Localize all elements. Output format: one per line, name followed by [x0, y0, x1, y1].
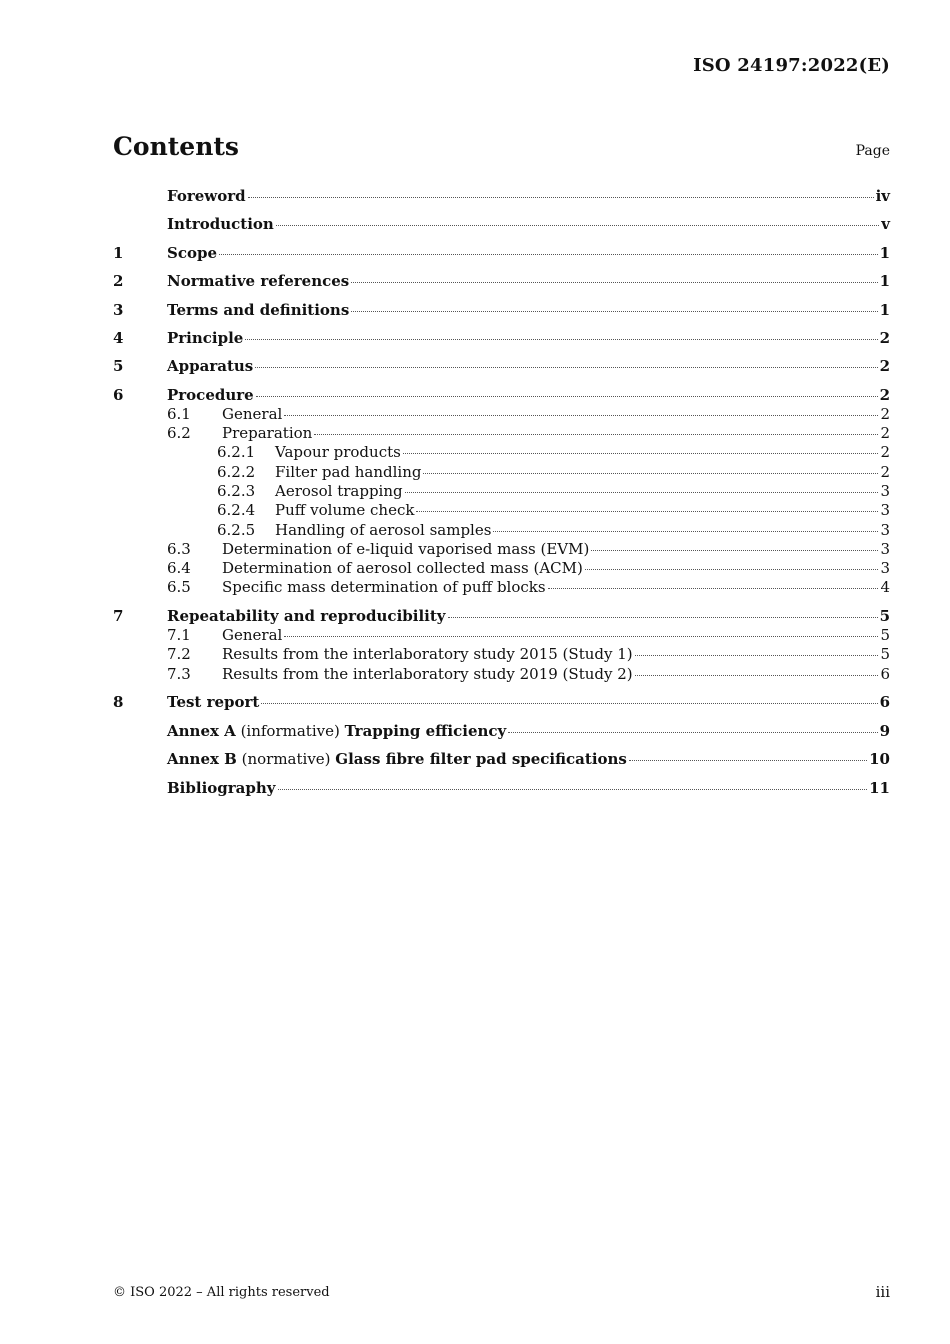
toc-entry-title-text: Procedure — [167, 385, 254, 404]
toc-entry-number: 2 — [113, 272, 124, 291]
toc-entry-page: 2 — [880, 443, 890, 462]
toc-entry-title — [167, 328, 243, 348]
toc-entry-title-text: General — [222, 626, 283, 645]
toc-entry[interactable] — [113, 300, 890, 320]
dot-leader — [423, 473, 878, 474]
toc-entry-title — [167, 606, 446, 626]
toc-entry-number: 8 — [113, 693, 124, 712]
toc-entry-title — [222, 559, 583, 578]
toc-entry-title-text: Terms and definitions — [167, 300, 350, 319]
dot-leader — [351, 311, 877, 312]
toc-entry-page: 3 — [880, 520, 890, 539]
toc-entry-title-text: Annex B — [167, 750, 237, 769]
toc-entry[interactable] — [113, 385, 890, 405]
dot-leader — [248, 197, 874, 198]
dot-leader — [591, 550, 878, 551]
dot-leader — [635, 655, 879, 656]
toc-entry-number: 6.5 — [167, 578, 191, 597]
toc-entry[interactable] — [113, 482, 890, 501]
toc-entry-page: 2 — [879, 357, 890, 376]
page-number: iii — [875, 1283, 890, 1301]
toc-entry[interactable] — [113, 521, 890, 540]
toc-entry-page: 2 — [879, 385, 890, 404]
table-of-contents — [113, 186, 890, 806]
dot-leader — [405, 492, 879, 493]
toc-entry[interactable] — [113, 721, 890, 741]
toc-entry-title — [275, 463, 421, 482]
toc-entry-title — [222, 645, 633, 664]
dot-leader — [261, 703, 877, 704]
toc-entry-page: 2 — [880, 424, 890, 443]
dot-leader — [284, 636, 878, 637]
toc-entry-title — [167, 243, 217, 263]
toc-entry-number: 6 — [113, 385, 124, 404]
toc-entry-number: 7.2 — [167, 645, 191, 664]
toc-entry-title — [222, 405, 282, 424]
dot-leader — [635, 675, 879, 676]
toc-entry-page: 3 — [880, 481, 890, 500]
dot-leader — [314, 434, 878, 435]
toc-entry[interactable] — [113, 540, 890, 559]
toc-entry-title-text: Results from the interlaboratory study 2019 (Study 2) — [222, 664, 633, 683]
toc-entry-title — [222, 578, 546, 597]
toc-entry-page: 9 — [879, 721, 890, 740]
toc-entry[interactable] — [113, 665, 890, 684]
toc-entry[interactable] — [113, 606, 890, 626]
toc-entry[interactable] — [113, 271, 890, 291]
dot-leader — [284, 415, 878, 416]
toc-entry-title-text: Bibliography — [167, 778, 276, 797]
toc-entry-page: 2 — [879, 328, 890, 347]
toc-entry-title — [167, 214, 274, 234]
toc-entry-number: 7 — [113, 607, 124, 626]
toc-entry-title-text: Filter pad handling — [275, 462, 422, 481]
dot-leader — [278, 789, 868, 790]
annex-title: Trapping efficiency — [344, 721, 507, 740]
toc-entry[interactable] — [113, 778, 890, 798]
toc-entry[interactable] — [113, 501, 890, 520]
toc-entry-number: 6.2.2 — [217, 462, 256, 481]
toc-entry-number: 6.2.5 — [217, 520, 256, 539]
toc-entry-title-text: Annex A — [167, 721, 236, 740]
toc-entry-title-text: Aerosol trapping — [275, 481, 403, 500]
toc-entry-number: 3 — [113, 300, 124, 319]
toc-entry-page: 3 — [880, 501, 890, 520]
toc-entry-title-text: Vapour products — [275, 443, 401, 462]
dot-leader — [548, 588, 879, 589]
toc-entry[interactable] — [113, 328, 890, 348]
copyright-notice: © ISO 2022 – All rights reserved — [113, 1285, 330, 1300]
toc-entry-page: 5 — [880, 626, 890, 645]
toc-entry-title — [167, 692, 259, 712]
toc-entry-number: 7.3 — [167, 664, 191, 683]
toc-entry-title — [167, 300, 349, 320]
dot-leader — [448, 617, 878, 618]
dot-leader — [416, 511, 878, 512]
toc-entry-page: 5 — [880, 645, 890, 664]
toc-entry[interactable] — [113, 749, 890, 769]
annex-type: (informative) — [235, 721, 345, 740]
toc-entry-number: 4 — [113, 328, 124, 347]
annex-title: Glass fibre filter pad specifications — [335, 750, 627, 769]
document-id: ISO 24197:2022(E) — [693, 55, 890, 76]
toc-entry-title — [222, 665, 633, 684]
toc-entry-page: iv — [875, 187, 890, 205]
dot-leader — [403, 453, 879, 454]
toc-entry-number: 7.1 — [167, 626, 191, 645]
toc-entry-title-text: Puff volume check — [275, 501, 415, 520]
toc-entry-title — [167, 778, 276, 798]
dot-leader — [219, 254, 878, 255]
toc-entry-page: v — [881, 215, 890, 234]
toc-entry-title — [167, 271, 349, 291]
dot-leader — [256, 396, 878, 397]
toc-entry-page: 3 — [880, 539, 890, 558]
toc-entry-title-text: Principle — [167, 328, 244, 347]
toc-entry-page: 1 — [879, 243, 890, 262]
dot-leader — [585, 569, 879, 570]
toc-entry-title-text: Preparation — [222, 424, 313, 443]
toc-entry-title — [167, 356, 253, 376]
toc-entry-page: 1 — [879, 300, 890, 319]
dot-leader — [255, 367, 877, 368]
toc-entry-number: 6.2.1 — [217, 443, 256, 462]
toc-entry[interactable] — [113, 356, 890, 376]
toc-entry-title-text: Test report — [167, 693, 260, 712]
toc-entry-title-text: Foreword — [167, 187, 246, 205]
toc-entry[interactable] — [113, 443, 890, 462]
toc-entry[interactable] — [113, 214, 890, 234]
toc-entry-title — [275, 501, 414, 520]
toc-entry[interactable] — [113, 645, 890, 664]
toc-entry-title-text: Specific mass determination of puff blocks — [222, 578, 546, 597]
toc-entry-title-text: Results from the interlaboratory study 2015 (Study 1) — [222, 645, 633, 664]
toc-entry-title — [275, 443, 401, 462]
toc-entry-page: 5 — [879, 607, 890, 626]
toc-entry-title — [275, 521, 491, 540]
toc-entry-page: 2 — [880, 462, 890, 481]
toc-entry-title-text: Repeatability and reproducibility — [167, 607, 446, 626]
toc-entry-title — [167, 749, 627, 769]
dot-leader — [508, 732, 877, 733]
toc-entry-title-text: General — [222, 404, 283, 423]
toc-entry-page: 1 — [879, 272, 890, 291]
toc-entry-number: 6.2 — [167, 424, 191, 443]
toc-entry[interactable] — [113, 424, 890, 443]
toc-entry[interactable] — [113, 243, 890, 263]
toc-entry-number: 6.4 — [167, 559, 191, 578]
toc-entry[interactable] — [113, 559, 890, 578]
toc-entry-title-text: Normative references — [167, 272, 350, 291]
dot-leader — [629, 760, 867, 761]
dot-leader — [276, 225, 879, 226]
toc-entry-page: 3 — [880, 559, 890, 578]
page-column-label: Page — [855, 143, 890, 159]
toc-entry[interactable] — [113, 692, 890, 712]
toc-entry-page: 4 — [880, 578, 890, 597]
toc-entry[interactable] — [113, 186, 890, 206]
toc-entry-title — [222, 626, 282, 645]
dot-leader — [351, 282, 877, 283]
toc-entry-number: 6.2.4 — [217, 501, 256, 520]
toc-entry[interactable] — [113, 626, 890, 645]
toc-entry-number: 1 — [113, 243, 124, 262]
annex-type: (normative) — [236, 750, 336, 769]
toc-entry-title — [167, 721, 506, 741]
toc-entry-page: 2 — [880, 404, 890, 423]
toc-entry-title-text: Determination of aerosol collected mass (ACM) — [222, 559, 583, 578]
toc-entry-page: 6 — [880, 664, 890, 683]
toc-entry-number: 5 — [113, 357, 124, 376]
toc-entry-title-text: Handling of aerosol samples — [275, 520, 492, 539]
toc-entry[interactable] — [113, 405, 890, 424]
toc-entry-title — [167, 186, 246, 206]
toc-entry-title-text: Determination of e-liquid vaporised mass (EVM) — [222, 539, 590, 558]
toc-entry-title-text: Scope — [167, 243, 218, 262]
dot-leader — [245, 339, 877, 340]
toc-entry-title — [167, 385, 254, 405]
contents-heading: Contents — [113, 132, 240, 161]
toc-entry-number: 6.3 — [167, 539, 191, 558]
toc-entry-title-text: Apparatus — [167, 357, 254, 376]
toc-entry-number: 6.2.3 — [217, 481, 256, 500]
toc-entry-number: 6.1 — [167, 404, 191, 423]
toc-entry-title — [222, 424, 312, 443]
toc-entry[interactable] — [113, 578, 890, 597]
toc-entry-page: 11 — [869, 778, 890, 797]
toc-entry-title — [275, 482, 403, 501]
toc-entry-page: 10 — [869, 750, 890, 769]
toc-entry-title-text: Introduction — [167, 215, 274, 234]
dot-leader — [493, 531, 878, 532]
toc-entry[interactable] — [113, 463, 890, 482]
toc-entry-page: 6 — [879, 693, 890, 712]
toc-entry-title — [222, 540, 589, 559]
